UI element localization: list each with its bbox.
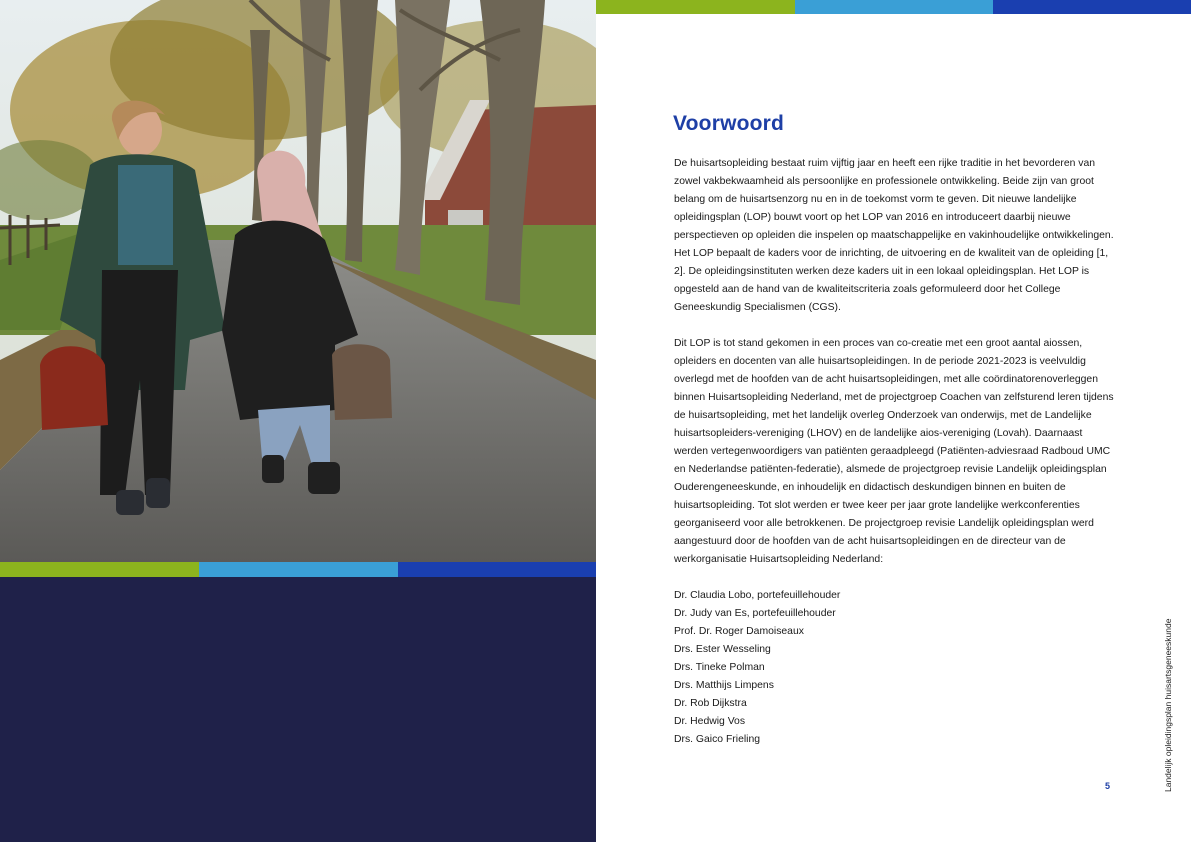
photo-illustration <box>0 0 596 562</box>
running-title: Landelijk opleidingsplan huisartsgeneeskunde <box>1163 618 1173 792</box>
page-title: Voorwoord <box>673 112 785 135</box>
list-item: Dr. Judy van Es, portefeuillehouder <box>674 608 836 619</box>
stripe-light-blue <box>199 562 398 577</box>
list-item: Prof. Dr. Roger Damoiseaux <box>674 626 804 637</box>
list-item: Drs. Tineke Polman <box>674 662 765 673</box>
paragraph-2: Dit LOP is tot stand gekomen in een proces van co-creatie met een groot aantal aiossen, opleiders en docenten van alle huisartsopleidingen. In de periode 2021-2023 is veelvuldig overlegd met de hoofden van de acht huisartsopleidingen, met alle coördinatorenoverleggen binnen Huisartsopleiding Nederland, met de projectgroep Coachen van zelfsturend leren tijdens de huisartsopleiding, met het landelijk overleg Onderzoek van onderwijs, met de Landelijke huisartsopleiders-vereniging (LHOV) en de landelijke aios-vereniging (Lovah). Daarnaast werden vertegenwoordigers van patiënten geraadpleegd (Patiënten-adviesraad Radboud UMC en Nederlandse patiënten-federatie), alsmede de projectgroep revisie Landelijk opleidingsplan Ouderengeneeskunde, en inhoudelijk en didactisch deskundigen binnen en buiten de huisartsopleiding. Tot slot werden er twee keer per jaar grote landelijke werkconferenties georganiseerd voor alle betrokkenen. De projectgroep revisie Landelijk opleidingsplan werd aangestuurd door de hoofden van de acht huisartsopleidingen en de directeur van de werkorganisatie Huisartsopleiding Nederland: <box>674 338 1114 565</box>
cover-photo <box>0 0 596 562</box>
color-stripe-top <box>596 0 1191 14</box>
list-item: Drs. Ester Wesseling <box>674 644 771 655</box>
color-stripe-left <box>0 562 596 577</box>
paragraph-1: De huisartsopleiding bestaat ruim vijftig jaar en heeft een rijke traditie in het bevorderen van zowel vakbekwaamheid als persoonlijke en professionele ontwikkeling. Beide zijn van groot belang om de huisartsenzorg nu en in de toekomst vorm te geven. Dit nieuwe landelijke opleidingsplan (LOP) bouwt voort op het LOP van 2016 en introduceert daarbij nieuwe perspectieven op opleiden die inspelen op maatschappelijke en vakinhoudelijke ontwikkelingen. Het LOP bepaalt de kaders voor de inrichting, de uitvoering en de kwaliteit van de opleiding [1, 2]. De opleidingsinstituten werken deze kaders uit in een lokaal opleidingsplan. Het LOP is opgesteld aan de hand van de kwaliteitscriteria zoals geformuleerd door het College Geneeskundig Specialismen (CGS). <box>674 158 1114 313</box>
page-number: 5 <box>1105 781 1111 791</box>
right-page <box>596 0 1191 842</box>
list-item: Drs. Gaico Frieling <box>674 734 761 745</box>
list-item: Dr. Claudia Lobo, portefeuillehouder <box>674 590 841 601</box>
list-item: Dr. Hedwig Vos <box>674 716 746 727</box>
stripe-blue <box>993 0 1191 14</box>
stripe-green <box>0 562 199 577</box>
project-group-list <box>674 587 1119 749</box>
article-body <box>674 155 1119 749</box>
stripe-blue <box>398 562 596 577</box>
navy-panel <box>0 577 596 842</box>
list-item: Dr. Rob Dijkstra <box>674 698 747 709</box>
stripe-green <box>596 0 795 14</box>
stripe-light-blue <box>795 0 993 14</box>
list-item: Drs. Matthijs Limpens <box>674 680 774 691</box>
